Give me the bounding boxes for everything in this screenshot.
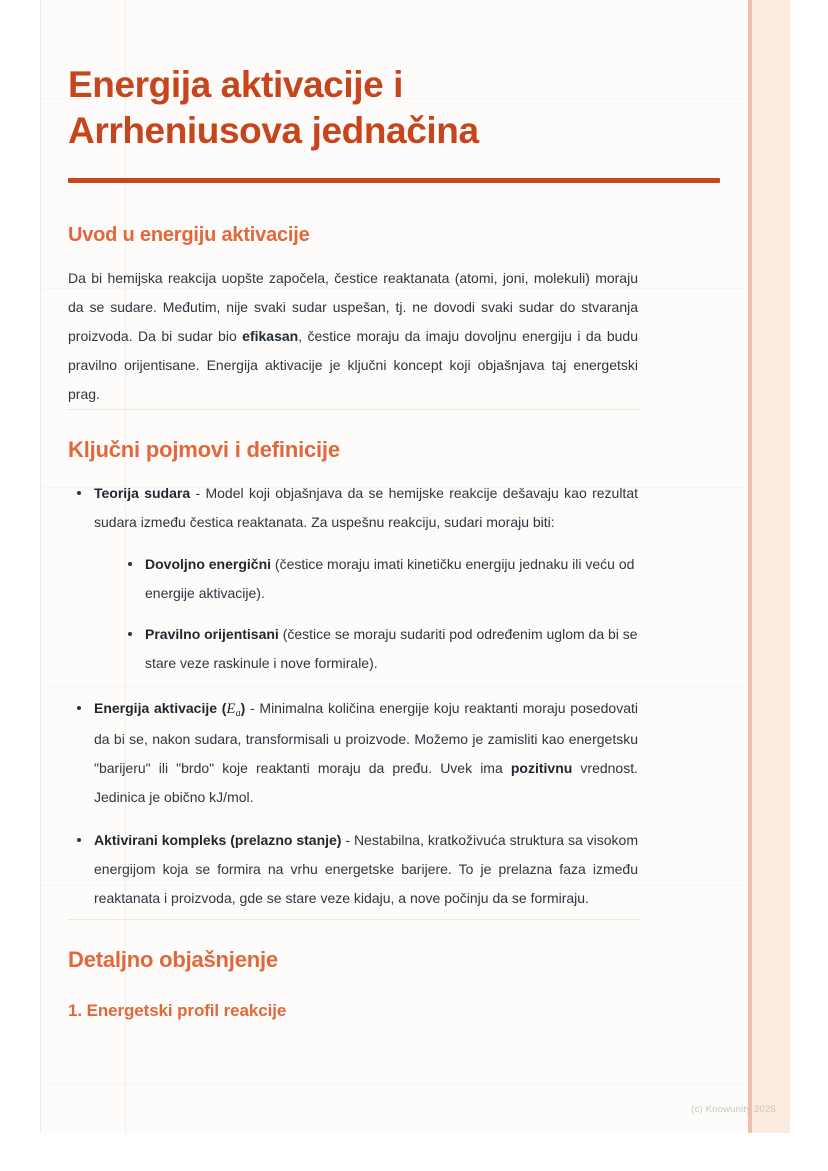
subheading-energetski-profil-reakcije: 1. Energetski profil reakcije [68, 1001, 287, 1020]
heading-detaljno-objasnjenje: Detaljno objašnjenje [68, 947, 278, 972]
math-symbol-activation-energy [226, 701, 240, 717]
footer-credit: (c) Knowunity 2025 [691, 1104, 776, 1115]
term-dash: - [245, 700, 260, 716]
heading-uvod-u-energiju-aktivacije: Uvod u energiju aktivacije [68, 224, 310, 246]
heading-kljucni-pojmovi-i-definicije: Ključni pojmovi i definicije [68, 437, 340, 462]
subterm-label: Dovoljno energični [145, 556, 272, 572]
page-left-guide-line [40, 0, 41, 1133]
right-accent-panel [752, 0, 790, 1133]
subterm-description: (čestice se moraju sudariti pod određenim uglom da bi se stare veze raskinule i nove formirale). [145, 626, 638, 671]
subterm-label: Pravilno orijentisani [145, 626, 279, 642]
list-item-aktivirani-kompleks [68, 826, 638, 913]
key-terms-list [68, 463, 668, 913]
math-subscript-a: a [235, 708, 241, 719]
paper-seam [40, 1084, 790, 1085]
term-bold-pozitivnu: pozitivnu [510, 760, 573, 776]
page-title: Energija aktivacije i Arrheniusova jednačina [68, 64, 479, 151]
list-item-energija-aktivacije [68, 694, 638, 812]
intro-text-part-2: , čestice moraju da imaju dovoljnu energiju i da budu pravilno orijentisane. Energija aktivacije je ključni koncept koji objašnjava taj energetski prag. [68, 328, 638, 402]
intro-bold-efikasan: efikasan [242, 328, 299, 344]
list-item-teorija-sudara [68, 479, 638, 680]
term-label-close: ) [240, 700, 246, 716]
term-label: Energija aktivacije ( [94, 700, 227, 716]
intro-paragraph [68, 247, 638, 409]
math-symbol-E: E [226, 701, 236, 717]
term-description: Model koji objašnjava da se hemijske reakcije dešavaju kao rezultat sudara između čestica reaktanata. Za uspešnu reakciju, sudari moraju biti: [94, 485, 638, 530]
document-page [40, 0, 790, 1133]
term-description: Nestabilna, kratkoživuća struktura sa visokom energijom koja se formira na vrhu energetske barijere. To je prelazna faza između reaktanata i proizvoda, gde se stare veze kidaju, a nove počinju da se formiraju. [94, 832, 638, 906]
term-dash: - [341, 832, 354, 848]
collision-conditions-list [94, 537, 638, 680]
term-label: Teorija sudara [94, 485, 191, 501]
intro-text-part-1: Da bi hemijska reakcija uopšte započela, čestice reaktanata (atomi, joni, molekuli) moraju da se sudare. Međutim, nije svaki sudar uspešan, tj. ne dovodi svaki sudar do stvaranja proizvoda. Da bi sudar bio [68, 270, 638, 344]
list-item-pravilno-orijentisani [119, 620, 659, 678]
term-dash: - [190, 485, 206, 501]
term-description-before-bold: Minimalna količina energije koju reaktanti moraju posedovati da bi se, nakon sudara, transformisali u proizvode. Možemo je zamisliti kao energetsku "barijeru" ili "brdo" koje reaktanti moraju da pređu. Uvek ima [94, 700, 638, 776]
term-label: Aktivirani kompleks (prelazno stanje) [94, 832, 342, 848]
list-item-dovoljno-energicni [119, 550, 659, 608]
subterm-description: (čestice moraju imati kinetičku energiju jednaku ili veću od energije aktivacije). [145, 556, 635, 601]
term-description-after-bold: vrednost. Jedinica je obično kJ/mol. [94, 760, 638, 805]
document-content [68, 0, 668, 1021]
